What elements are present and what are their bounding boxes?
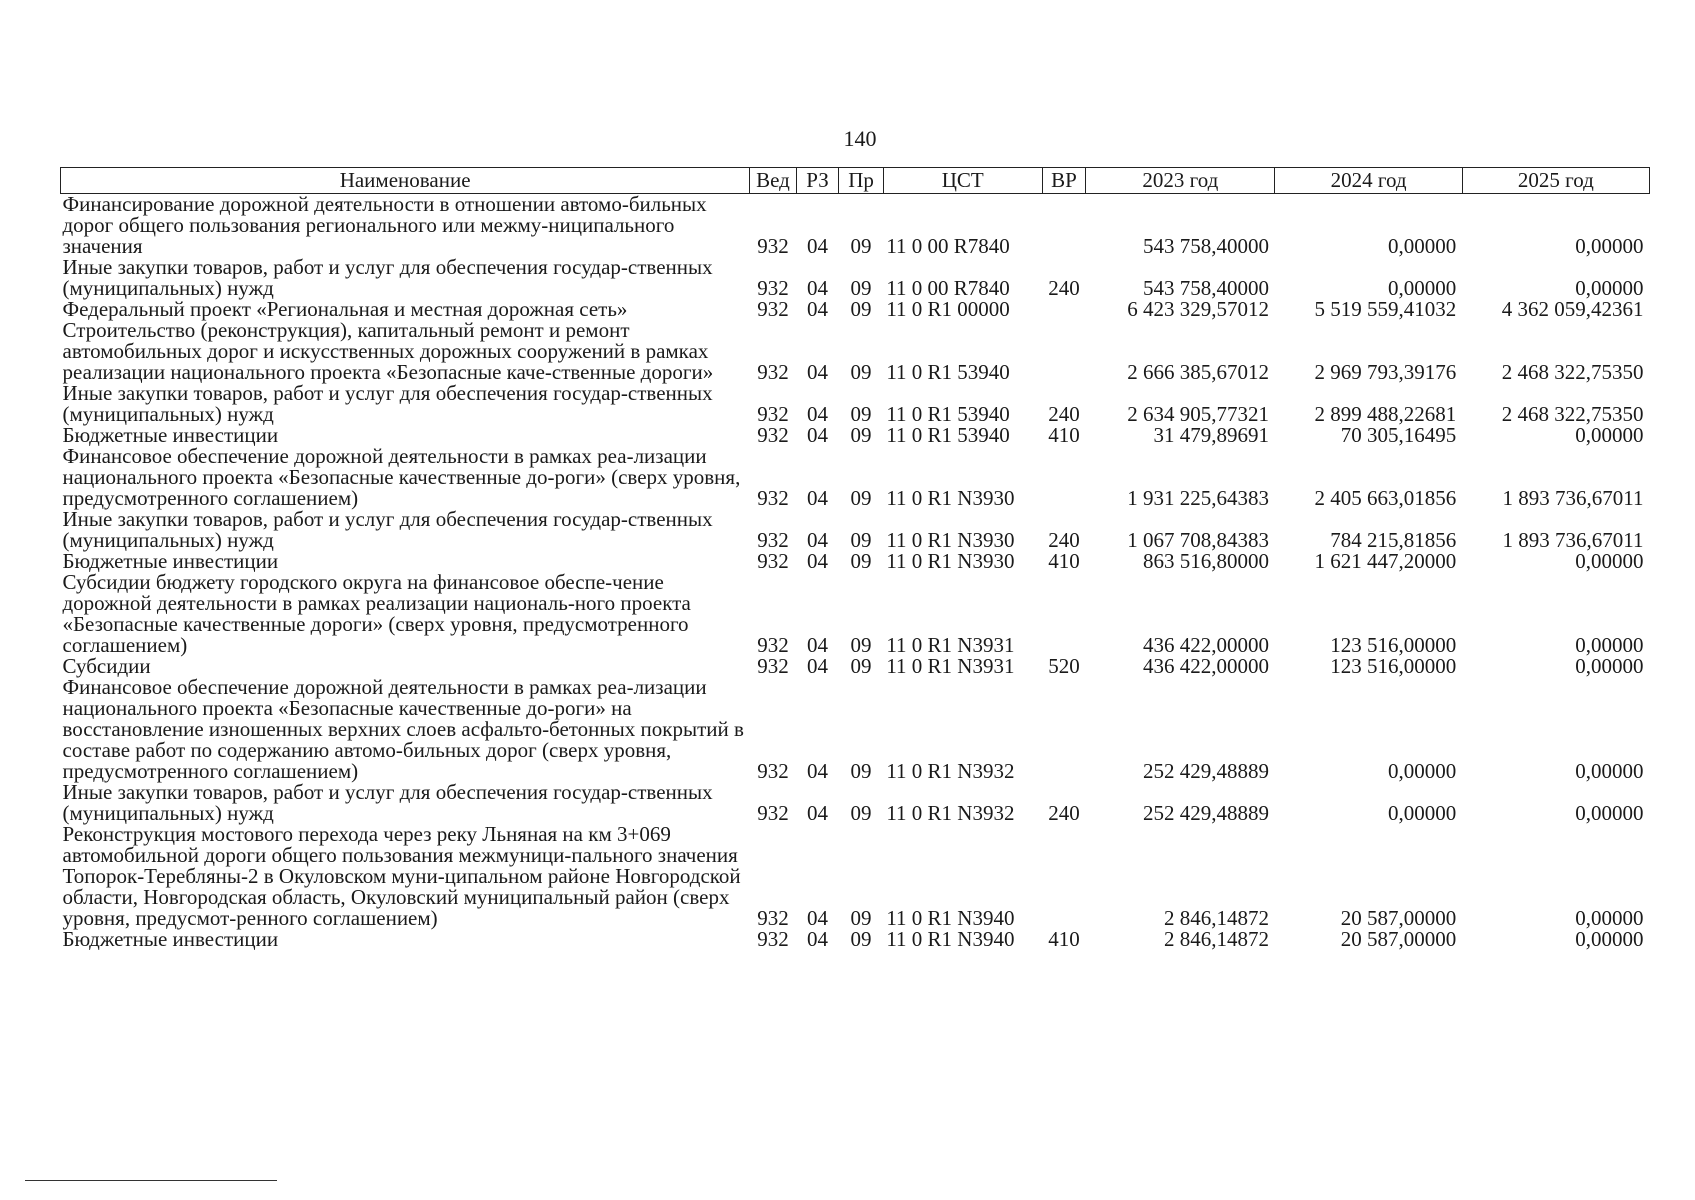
- row-rz: 04: [807, 654, 829, 678]
- row-rz: 04: [807, 528, 829, 552]
- row-2024: 0,00000: [1387, 234, 1457, 258]
- row-pr: 09: [850, 633, 872, 657]
- row-rz: 04: [807, 360, 829, 384]
- row-2023: 6 423 329,57012: [1127, 297, 1269, 321]
- column-header-2025: 2025 год: [1462, 168, 1649, 194]
- row-2024: 0,00000: [1387, 801, 1457, 825]
- row-vr: 410: [1048, 549, 1080, 573]
- row-2025: 0,00000: [1575, 549, 1644, 573]
- table-row: [61, 194, 1650, 258]
- row-ved: 932: [757, 297, 789, 321]
- column-header-vr: ВР: [1042, 168, 1086, 194]
- row-2024: 5 519 559,41032: [1314, 297, 1457, 321]
- row-rz: 04: [807, 423, 829, 447]
- row-rz: 04: [807, 402, 829, 426]
- table-body: [61, 194, 1650, 951]
- row-vr: 520: [1048, 654, 1080, 678]
- row-2025: 1 893 736,67011: [1502, 528, 1644, 552]
- table-row: [61, 299, 1650, 320]
- row-cst: 11 0 R1 N3940: [886, 927, 1015, 951]
- row-cst: 11 0 R1 53940: [886, 423, 1010, 447]
- row-ved: 932: [757, 633, 789, 657]
- row-2023: 1 931 225,64383: [1127, 486, 1269, 510]
- page-number: 140: [843, 126, 877, 151]
- row-ved: 932: [757, 549, 789, 573]
- budget-table-wrapper: [60, 167, 1650, 950]
- table-row: [61, 656, 1650, 677]
- row-ved: 932: [757, 486, 789, 510]
- row-ved: 932: [757, 360, 789, 384]
- row-ved: 932: [757, 528, 789, 552]
- column-header-pr: Пр: [839, 168, 884, 194]
- table-row: [61, 782, 1650, 824]
- row-pr: 09: [850, 234, 872, 258]
- row-pr: 09: [850, 297, 872, 321]
- table-header: [61, 168, 1650, 194]
- row-2024: 2 405 663,01856: [1314, 486, 1457, 510]
- row-2024: 784 215,81856: [1330, 528, 1457, 552]
- row-2023: 1 067 708,84383: [1127, 528, 1269, 552]
- row-2023: 543 758,40000: [1142, 276, 1269, 300]
- table-row: [61, 509, 1650, 551]
- row-vr: [1042, 572, 1086, 656]
- row-2023: 543 758,40000: [1142, 234, 1269, 258]
- row-2025: 0,00000: [1575, 906, 1644, 930]
- row-cst: 11 0 R1 53940: [886, 402, 1010, 426]
- row-2023: 2 634 905,77321: [1127, 402, 1269, 426]
- row-name: Финансирование дорожной деятельности в отношении автомо-бильных дорог общего пользования регионального или межму-ниципального значения: [62, 192, 707, 258]
- row-vr: 240: [1048, 276, 1080, 300]
- row-ved: 932: [757, 654, 789, 678]
- row-2025: 0,00000: [1575, 654, 1644, 678]
- row-2025: 4 362 059,42361: [1501, 297, 1644, 321]
- row-2025: 2 468 322,75350: [1501, 402, 1644, 426]
- row-ved: 932: [757, 234, 789, 258]
- table-row: [61, 551, 1650, 572]
- row-pr: 09: [850, 927, 872, 951]
- table-row: [61, 257, 1650, 299]
- row-name: Субсидии: [62, 654, 151, 678]
- row-2025: 0,00000: [1575, 234, 1644, 258]
- row-rz: 04: [807, 486, 829, 510]
- row-ved: 932: [757, 906, 789, 930]
- row-cst: 11 0 00 R7840: [886, 276, 1010, 300]
- row-2024: 2 969 793,39176: [1314, 360, 1457, 384]
- row-vr: 410: [1048, 927, 1080, 951]
- column-header-2023: 2023 год: [1086, 168, 1275, 194]
- row-2024: 0,00000: [1387, 276, 1457, 300]
- row-name: Иные закупки товаров, работ и услуг для обеспечения государ-ственных (муниципальных) нужд: [62, 381, 713, 426]
- row-ved: 932: [757, 276, 789, 300]
- row-ved: 932: [757, 402, 789, 426]
- row-cst: 11 0 R1 53940: [886, 360, 1010, 384]
- row-ved: 932: [757, 801, 789, 825]
- row-2024: 2 899 488,22681: [1314, 402, 1457, 426]
- row-2025: 0,00000: [1575, 276, 1644, 300]
- row-vr: [1042, 446, 1086, 509]
- row-rz: 04: [807, 234, 829, 258]
- row-2024: 20 587,00000: [1340, 906, 1457, 930]
- budget-table: [60, 167, 1650, 950]
- column-header-2024: 2024 год: [1275, 168, 1462, 194]
- table-row: [61, 677, 1650, 782]
- row-2023: 252 429,48889: [1142, 759, 1269, 783]
- row-2023: 2 846,14872: [1163, 927, 1269, 951]
- row-2025: 0,00000: [1575, 927, 1644, 951]
- row-vr: [1042, 824, 1086, 929]
- row-name: Бюджетные инвестиции: [62, 549, 279, 573]
- row-2025: 0,00000: [1575, 423, 1644, 447]
- footer-divider: [25, 1180, 277, 1181]
- row-2024: 123 516,00000: [1330, 633, 1457, 657]
- row-vr: [1042, 299, 1086, 320]
- row-vr: 240: [1048, 801, 1080, 825]
- row-name: Финансовое обеспечение дорожной деятельности в рамках реа-лизации национального проекта «Безопасные качественные до-роги» (сверх уровня, предусмотренного соглашением): [62, 444, 741, 510]
- row-2025: 0,00000: [1575, 759, 1644, 783]
- row-2024: 0,00000: [1387, 759, 1457, 783]
- table-row: [61, 929, 1650, 950]
- row-2023: 436 422,00000: [1142, 633, 1269, 657]
- row-vr: 410: [1048, 423, 1080, 447]
- row-cst: 11 0 R1 N3930: [886, 528, 1015, 552]
- table-row: [61, 824, 1650, 929]
- row-rz: 04: [807, 759, 829, 783]
- row-cst: 11 0 R1 N3932: [886, 801, 1015, 825]
- table-row: [61, 446, 1650, 509]
- row-cst: 11 0 R1 N3931: [886, 654, 1015, 678]
- row-ved: 932: [757, 423, 789, 447]
- row-name: Бюджетные инвестиции: [62, 423, 279, 447]
- row-name: Иные закупки товаров, работ и услуг для обеспечения государ-ственных (муниципальных) нужд: [62, 780, 713, 825]
- row-cst: 11 0 R1 N3930: [886, 549, 1015, 573]
- row-rz: 04: [807, 276, 829, 300]
- row-pr: 09: [850, 654, 872, 678]
- row-cst: 11 0 R1 00000: [886, 297, 1010, 321]
- row-rz: 04: [807, 633, 829, 657]
- row-2025: 2 468 322,75350: [1501, 360, 1644, 384]
- row-rz: 04: [807, 801, 829, 825]
- row-name: Бюджетные инвестиции: [62, 927, 279, 951]
- column-header-name: Наименование: [61, 168, 750, 194]
- row-pr: 09: [850, 759, 872, 783]
- row-rz: 04: [807, 549, 829, 573]
- row-vr: [1042, 194, 1086, 258]
- column-header-rz: РЗ: [796, 168, 839, 194]
- row-2025: 1 893 736,67011: [1502, 486, 1644, 510]
- column-header-ved: Вед: [750, 168, 797, 194]
- row-2025: 0,00000: [1575, 801, 1644, 825]
- row-cst: 11 0 R1 N3940: [886, 906, 1015, 930]
- row-pr: 09: [850, 801, 872, 825]
- row-cst: 11 0 00 R7840: [886, 234, 1010, 258]
- row-name: Строительство (реконструкция), капитальный ремонт и ремонт автомобильных дорог и искусственных дорожных сооружений в рамках реализации национального проекта «Безопасные каче-ственные дороги»: [62, 318, 714, 384]
- row-name: Федеральный проект «Региональная и местная дорожная сеть»: [62, 297, 628, 321]
- column-header-cst: ЦСТ: [883, 168, 1042, 194]
- row-name: Финансовое обеспечение дорожной деятельности в рамках реа-лизации национального проекта «Безопасные качественные до-роги» на восстановление изношенных верхних слоев асфальто-бетонных покрытий в составе работ по содержанию автомо-бильных дорог (сверх уровня, предусмотренного соглашением): [62, 675, 744, 783]
- row-pr: 09: [850, 276, 872, 300]
- row-vr: [1042, 677, 1086, 782]
- row-vr: [1042, 320, 1086, 383]
- row-name: Иные закупки товаров, работ и услуг для обеспечения государ-ственных (муниципальных) нужд: [62, 255, 713, 300]
- row-cst: 11 0 R1 N3930: [886, 486, 1015, 510]
- row-name: Реконструкция мостового перехода через реку Льняная на км 3+069 автомобильной дороги общего пользования межмуници-пального значения Топорок-Теребляны-2 в Окуловском муни-ципальном районе Новгородской области, Новгородская область, Окуловский муниципальный район (сверх уровня, предусмот-ренного соглашением): [62, 822, 741, 930]
- row-ved: 932: [757, 759, 789, 783]
- table-row: [61, 320, 1650, 383]
- table-row: [61, 383, 1650, 425]
- row-rz: 04: [807, 927, 829, 951]
- row-2025: 0,00000: [1575, 633, 1644, 657]
- row-pr: 09: [850, 423, 872, 447]
- row-2024: 20 587,00000: [1340, 927, 1457, 951]
- table-row: [61, 572, 1650, 656]
- row-vr: 240: [1048, 402, 1080, 426]
- row-name: Субсидии бюджету городского округа на финансовое обеспе-чение дорожной деятельности в рамках реализации националь-ного проекта «Безопасные качественные дороги» (сверх уровня, предусмотренного соглашением): [62, 570, 691, 657]
- row-pr: 09: [850, 906, 872, 930]
- row-2024: 70 305,16495: [1340, 423, 1457, 447]
- row-2023: 2 846,14872: [1163, 906, 1269, 930]
- row-cst: 11 0 R1 N3932: [886, 759, 1015, 783]
- row-2023: 863 516,80000: [1142, 549, 1269, 573]
- row-pr: 09: [850, 360, 872, 384]
- row-2023: 252 429,48889: [1142, 801, 1269, 825]
- row-2024: 123 516,00000: [1330, 654, 1457, 678]
- row-pr: 09: [850, 402, 872, 426]
- table-row: [61, 425, 1650, 446]
- row-vr: 240: [1048, 528, 1080, 552]
- row-name: Иные закупки товаров, работ и услуг для обеспечения государ-ственных (муниципальных) нужд: [62, 507, 713, 552]
- row-rz: 04: [807, 297, 829, 321]
- row-cst: 11 0 R1 N3931: [886, 633, 1015, 657]
- row-pr: 09: [850, 528, 872, 552]
- row-2023: 436 422,00000: [1142, 654, 1269, 678]
- row-pr: 09: [850, 486, 872, 510]
- row-2023: 2 666 385,67012: [1127, 360, 1269, 384]
- row-rz: 04: [807, 906, 829, 930]
- row-ved: 932: [757, 927, 789, 951]
- row-pr: 09: [850, 549, 872, 573]
- row-2023: 31 479,89691: [1153, 423, 1269, 447]
- row-2024: 1 621 447,20000: [1314, 549, 1457, 573]
